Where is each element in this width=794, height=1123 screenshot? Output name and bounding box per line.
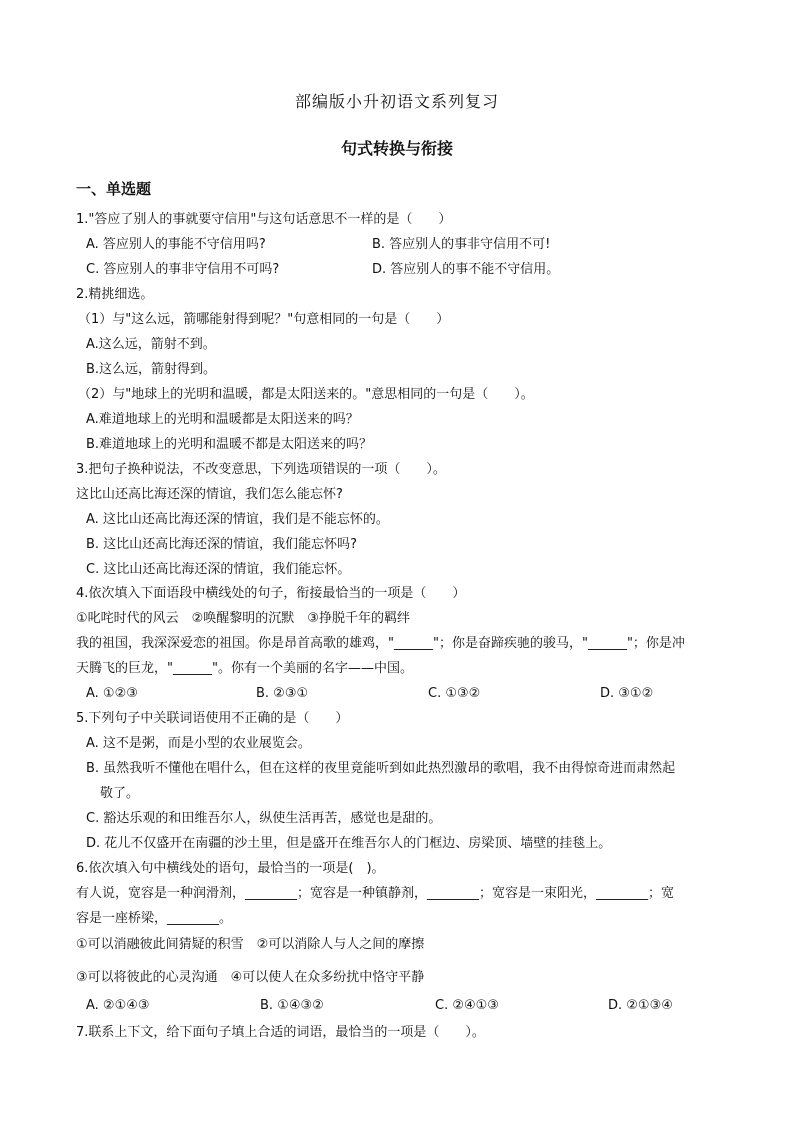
q6-text-line2: 容是一座桥梁，________。 xyxy=(76,911,233,926)
q7-stem: 7.联系上下文，给下面句子填上合适的词语，最恰当的一项是（ ）。 xyxy=(76,1025,485,1040)
q2-stem: 2.精挑细选。 xyxy=(76,287,154,302)
q4-option-a: A. ①②③ xyxy=(86,686,138,701)
q1-option-a: A. 答应别人的事能不守信用吗? xyxy=(86,237,266,252)
q2-part1: （1）与"这么远，箭哪能射得到呢？"句意相同的一句是（ ） xyxy=(78,312,450,327)
q6-items-line1: ①可以消融彼此间猜疑的积雪 ②可以消除人与人之间的摩擦 xyxy=(76,937,425,952)
q3-text: 这比山还高比海还深的情谊，我们怎么能忘怀? xyxy=(76,487,343,502)
q2-part2: （2）与"地球上的光明和温暖，都是太阳送来的。"意思相同的一句是（ ）。 xyxy=(78,387,534,402)
q2-part2-option-a: A.难道地球上的光明和温暖都是太阳送来的吗？ xyxy=(86,412,359,427)
q4-stem: 4.依次填入下面语段中横线处的句子，衔接最恰当的一项是（ ） xyxy=(76,586,466,601)
q6-option-c: C. ②④①③ xyxy=(435,998,499,1013)
q3-option-c: C. 这比山还高比海还深的情谊，我们能忘怀。 xyxy=(86,562,351,577)
q1-option-b: B. 答应别人的事非守信用不可! xyxy=(372,237,551,252)
q1-stem: 1."答应了别人的事就要守信用"与这句话意思不一样的是（ ） xyxy=(76,212,452,227)
q6-option-a: A. ②①④③ xyxy=(86,998,150,1013)
q5-option-a: A. 这不是粥，而是小型的农业展览会。 xyxy=(86,736,311,751)
q5-option-d: D. 花儿不仅盛开在南疆的沙土里，但是盛开在维吾尔人的门框边、房梁顶、墙壁的挂毯上。 xyxy=(86,836,612,851)
q6-stem: 6.依次填入句中横线处的语句，最恰当的一项是( )。 xyxy=(76,861,385,876)
section-heading: 一、单选题 xyxy=(76,180,152,198)
q5-stem: 5.下列句子中关联词语使用不正确的是（ ） xyxy=(76,711,349,726)
q2-part1-option-b: B.这么远，箭射得到。 xyxy=(86,362,217,377)
q2-part1-option-a: A.这么远，箭射不到。 xyxy=(86,337,216,352)
q4-option-b: B. ②③① xyxy=(256,686,309,701)
q3-option-b: B. 这比山还高比海还深的情谊，我们能忘怀吗? xyxy=(86,537,358,552)
q3-option-a: A. 这比山还高比海还深的情谊，我们是不能忘怀的。 xyxy=(86,512,389,527)
q5-option-b-line1: B. 虽然我听不懂他在唱什么，但在这样的夜里竟能听到如此热烈激昂的歌唱，我不由得惊奇进而肃然起 xyxy=(86,761,676,776)
q6-option-d: D. ②①③④ xyxy=(608,998,673,1013)
q4-items: ①叱咤时代的风云 ②唤醒黎明的沉默 ③挣脱千年的羁绊 xyxy=(76,611,410,626)
q5-option-b-line2: 敬了。 xyxy=(100,786,140,801)
q6-option-b: B. ①④③② xyxy=(260,998,324,1013)
q2-part2-option-b: B.难道地球上的光明和温暖不都是太阳送来的吗？ xyxy=(86,437,373,452)
q5-option-c: C. 豁达乐观的和田维吾尔人，纵使生活再苦，感觉也是甜的。 xyxy=(86,811,442,826)
q4-text-line1: 我的祖国，我深深爱恋的祖国。你是昂首高歌的雄鸡，"______"；你是奋蹄疾驰的骏马，"______"；你是冲 xyxy=(76,636,685,651)
q6-items-line2: ③可以将彼此的心灵沟通 ④可以使人在众多纷扰中恪守平静 xyxy=(76,970,425,985)
q1-option-d: D. 答应别人的事不能不守信用。 xyxy=(372,262,560,277)
q3-stem: 3.把句子换种说法，不改变意思，下列选项错误的一项（ ）。 xyxy=(76,462,446,477)
q1-option-c: C. 答应别人的事非守信用不可吗? xyxy=(86,262,280,277)
document-subtitle: 句式转换与衔接 xyxy=(340,139,453,158)
document-title: 部编版小升初语文系列复习 xyxy=(294,92,499,111)
q4-text-line2: 天腾飞的巨龙，"______"。你有一个美丽的名字——中国。 xyxy=(76,661,413,676)
q4-option-d: D. ③①② xyxy=(600,686,654,701)
q6-text-line1: 有人说，宽容是一种润滑剂，________；宽容是一种镇静剂，________；宽容是一束阳光，________；宽 xyxy=(76,886,675,901)
q4-option-c: C. ①③② xyxy=(428,686,481,701)
